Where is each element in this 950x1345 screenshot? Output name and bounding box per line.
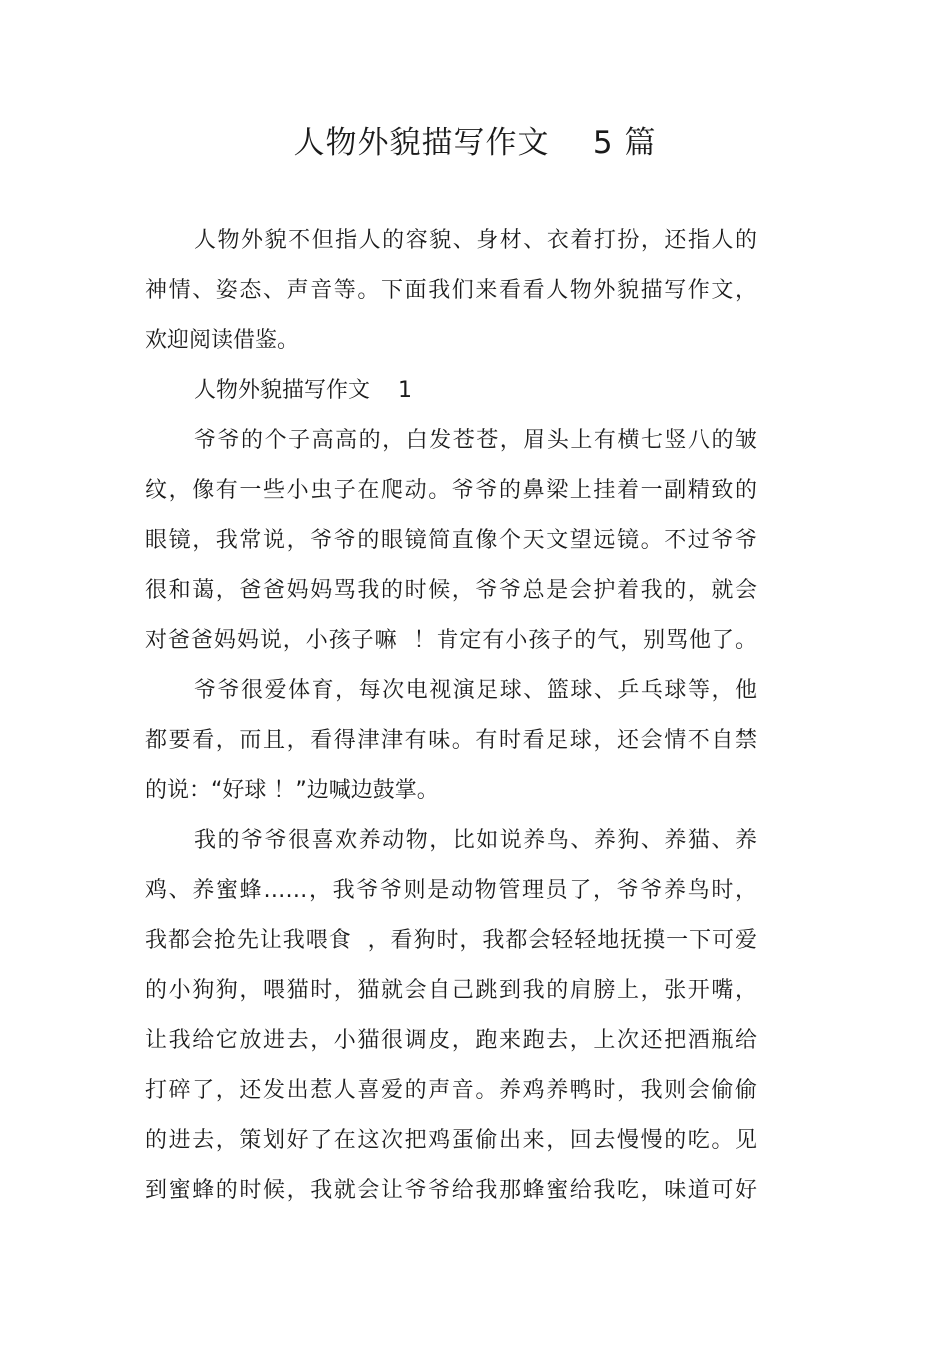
document-body xyxy=(145,216,757,1216)
text-line: 的进去，策划好了在这次把鸡蛋偷出来，回去慢慢的吃。见 xyxy=(145,1128,757,1153)
document-title: 人物外貌描写作文 5 篇 xyxy=(293,125,657,161)
text-line: 我的爷爷很喜欢养动物，比如说养鸟、养狗、养猫、养 xyxy=(194,828,757,853)
text-line: 我都会抢先让我喂食 ，看狗时，我都会轻轻地抚摸一下可爱 xyxy=(145,928,757,953)
section-heading: 人物外貌描写作文 1 xyxy=(194,378,412,403)
text-line: 欢迎阅读借鉴。 xyxy=(145,328,300,353)
text-line: 人物外貌不但指人的容貌、身材、衣着打扮，还指人的 xyxy=(194,228,757,253)
text-line: 到蜜蜂的时候，我就会让爷爷给我那蜂蜜给我吃，味道可好 xyxy=(145,1178,757,1203)
text-line: 的小狗狗，喂猫时，猫就会自己跳到我的肩膀上，张开嘴， xyxy=(145,978,757,1003)
text-line: 都要看，而且，看得津津有味。有时看足球，还会情不自禁 xyxy=(145,728,757,753)
text-line: 打碎了，还发出惹人喜爱的声音。养鸡养鸭时，我则会偷偷 xyxy=(145,1078,757,1103)
text-line: 的说：“好球 ！”边喊边鼓掌。 xyxy=(145,778,439,803)
text-line: 神情、姿态、声音等。下面我们来看看人物外貌描写作文， xyxy=(145,278,757,303)
text-line: 爷爷的个子高高的，白发苍苍，眉头上有横七竖八的皱 xyxy=(194,428,757,453)
text-line: 让我给它放进去，小猫很调皮，跑来跑去，上次还把酒瓶给 xyxy=(145,1028,757,1053)
text-line: 眼镜，我常说，爷爷的眼镜简直像个天文望远镜。不过爷爷 xyxy=(145,528,757,553)
text-line: 对爸爸妈妈说，小孩子嘛 ！肯定有小孩子的气，别骂他了。 xyxy=(145,628,757,653)
text-line: 爷爷很爱体育，每次电视演足球、篮球、乒乓球等，他 xyxy=(194,678,757,703)
text-line: 很和蔼，爸爸妈妈骂我的时候，爷爷总是会护着我的，就会 xyxy=(145,578,757,603)
text-line: 鸡、养蜜蜂……，我爷爷则是动物管理员了，爷爷养鸟时， xyxy=(145,878,757,903)
text-line: 纹，像有一些小虫子在爬动。爷爷的鼻梁上挂着一副精致的 xyxy=(145,478,757,503)
